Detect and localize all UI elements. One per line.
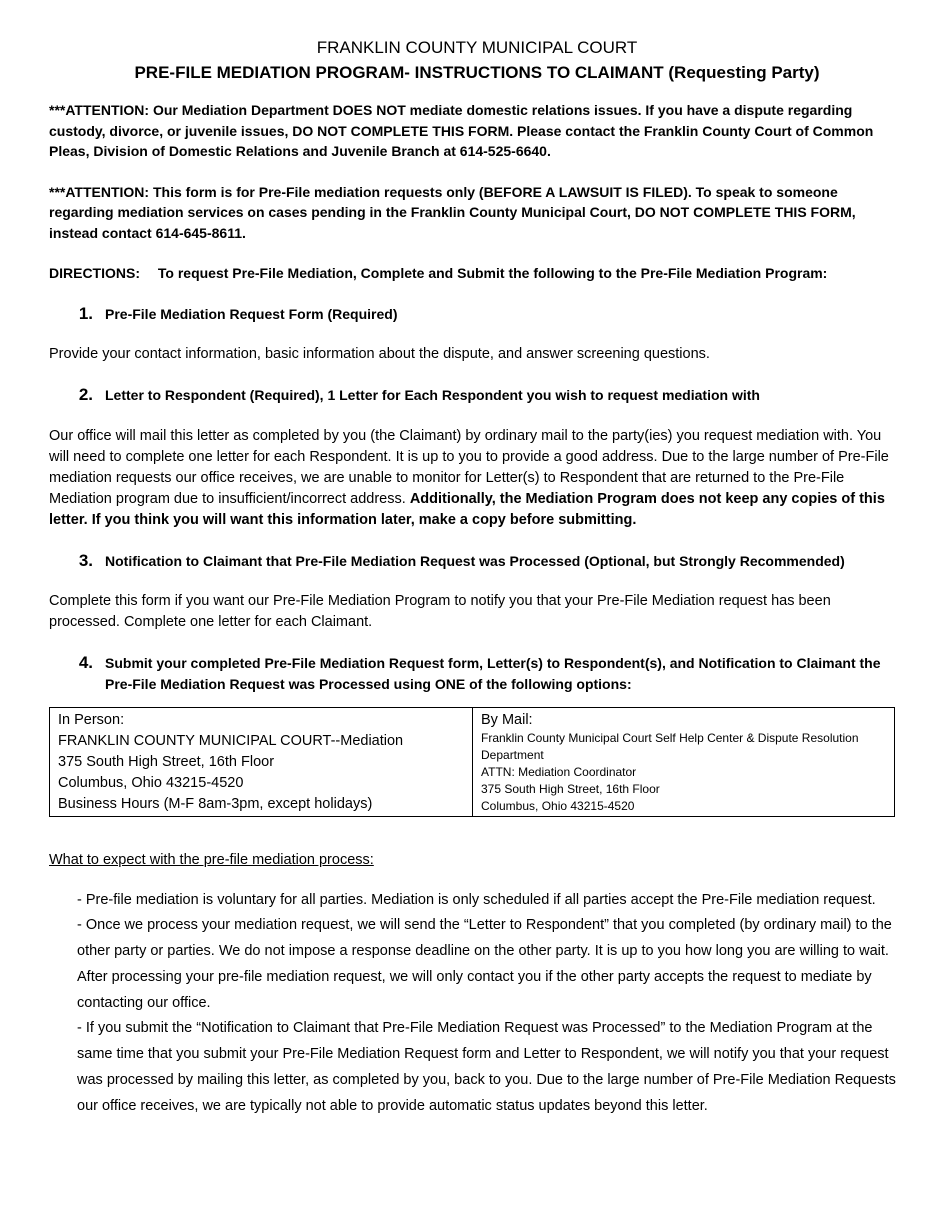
- step-2-body-bold: Additionally, the Mediation Program does not keep any copies of this letter. If you think you will want this information later, make a copy before submitting.: [49, 490, 885, 528]
- in-person-line: Columbus, Ohio 43215-4520: [58, 775, 244, 791]
- step-number: 3.: [78, 550, 93, 570]
- step-3-body: Complete this form if you want our Pre-File Mediation Program to notify you that your Pre-File Mediation request has been processed. Complete one letter for each Claimant.: [49, 593, 831, 630]
- step-heading-text: Submit your completed Pre-File Mediation Request form, Letter(s) to Respondent(s), and Notification to Claimant the Pre-File Mediation Request was Processed using ONE of the following options:: [105, 655, 881, 692]
- step-4-heading: [49, 653, 905, 694]
- step-1-body: Provide your contact information, basic information about the dispute, and answer screening questions.: [49, 346, 710, 362]
- step-1-heading: [49, 304, 905, 325]
- step-heading-text: Notification to Claimant that Pre-File Mediation Request was Processed (Optional, but Strongly Recommended): [105, 552, 845, 569]
- list-item: - Pre-file mediation is voluntary for all parties. Mediation is only scheduled if all parties accept the Pre-File mediation request.: [77, 891, 876, 908]
- submission-options-table: [49, 707, 895, 817]
- attention-domestic-relations: ***ATTENTION: Our Mediation Department DOES NOT mediate domestic relations issues. If you have a dispute regarding custody, divorce, or juvenile issues, DO NOT COMPLETE THIS FORM. Please contact the Franklin County Court of Common Pleas, Division of Domestic Relations and Juvenile Branch at 614-525-6640.: [49, 102, 874, 159]
- step-heading-text: Pre-File Mediation Request Form (Required): [105, 305, 398, 322]
- step-number: 4.: [78, 653, 93, 672]
- step-heading-text: Letter to Respondent (Required), 1 Letter for Each Respondent you wish to request mediation with: [105, 387, 760, 403]
- step-2-heading: [49, 385, 905, 406]
- by-mail-line: Columbus, Ohio 43215-4520: [481, 799, 635, 813]
- in-person-line: Business Hours (M-F 8am-3pm, except holidays): [58, 796, 373, 812]
- by-mail-option: [473, 708, 895, 817]
- court-name: FRANKLIN COUNTY MUNICIPAL COURT: [316, 38, 638, 57]
- step-2-body: [49, 426, 905, 531]
- expect-heading: What to expect with the pre-file mediation process:: [49, 852, 374, 868]
- list-item: - If you submit the “Notification to Claimant that Pre-File Mediation Request was Processed” to the Mediation Program at the same time that you submit your Pre-File Mediation Request form and Letter to Respondent, we will notify you that your request was processed by mailing this letter, as completed by you, back to you. Due to the large number of Pre-File Mediation Requests our office receives, we are typically not able to provide automatic status updates beyond this letter.: [77, 1020, 896, 1114]
- by-mail-line: ATTN: Mediation Coordinator: [481, 765, 637, 779]
- in-person-option: [50, 708, 473, 817]
- by-mail-line: 375 South High Street, 16th Floor: [481, 782, 660, 796]
- step-2-body-text: Our office will mail this letter as completed by you (the Claimant) by ordinary mail to the party(ies) you request mediation with. You will need to complete one letter for each Respondent. It is up to you to provide a good address. Due to the large number of Pre-File mediation requests our office receives, we are unable to monitor for Letter(s) to Respondent that are returned to the Pre-File Mediation program due to insufficient/incorrect address.: [49, 427, 889, 507]
- in-person-line: 375 South High Street, 16th Floor: [58, 754, 275, 770]
- in-person-line: FRANKLIN COUNTY MUNICIPAL COURT--Mediation: [58, 733, 404, 749]
- directions: [49, 263, 905, 284]
- expect-list: [77, 888, 905, 1120]
- directions-label: DIRECTIONS:: [49, 265, 140, 281]
- by-mail-line: Franklin County Municipal Court Self Help Center & Dispute Resolution Department: [481, 731, 859, 762]
- step-number: 1.: [78, 303, 93, 323]
- attention-pre-file-only: ***ATTENTION: This form is for Pre-File mediation requests only (BEFORE A LAWSUIT IS FILED). To speak to someone regarding mediation services on cases pending in the Franklin County Municipal Court, DO NOT COMPLETE THIS FORM, instead contact 614-645-8611.: [49, 183, 856, 241]
- page-title: PRE-FILE MEDIATION PROGRAM- INSTRUCTIONS TO CLAIMANT (Requesting Party): [134, 63, 820, 82]
- list-item: - Once we process your mediation request, we will send the “Letter to Respondent” that you completed (by ordinary mail) to the other party or parties. We do not impose a response deadline on the other party. It is up to you how long you are willing to wait. After processing your pre-file mediation request, we will only contact you if the other party accepts the request to mediate by contacting our office.: [77, 917, 892, 1011]
- by-mail-label: By Mail:: [481, 712, 533, 728]
- in-person-label: In Person:: [58, 712, 125, 728]
- directions-text: To request Pre-File Mediation, Complete and Submit the following to the Pre-File Mediation Program:: [157, 265, 828, 281]
- step-number: 2.: [78, 385, 93, 404]
- step-3-heading: [49, 551, 905, 572]
